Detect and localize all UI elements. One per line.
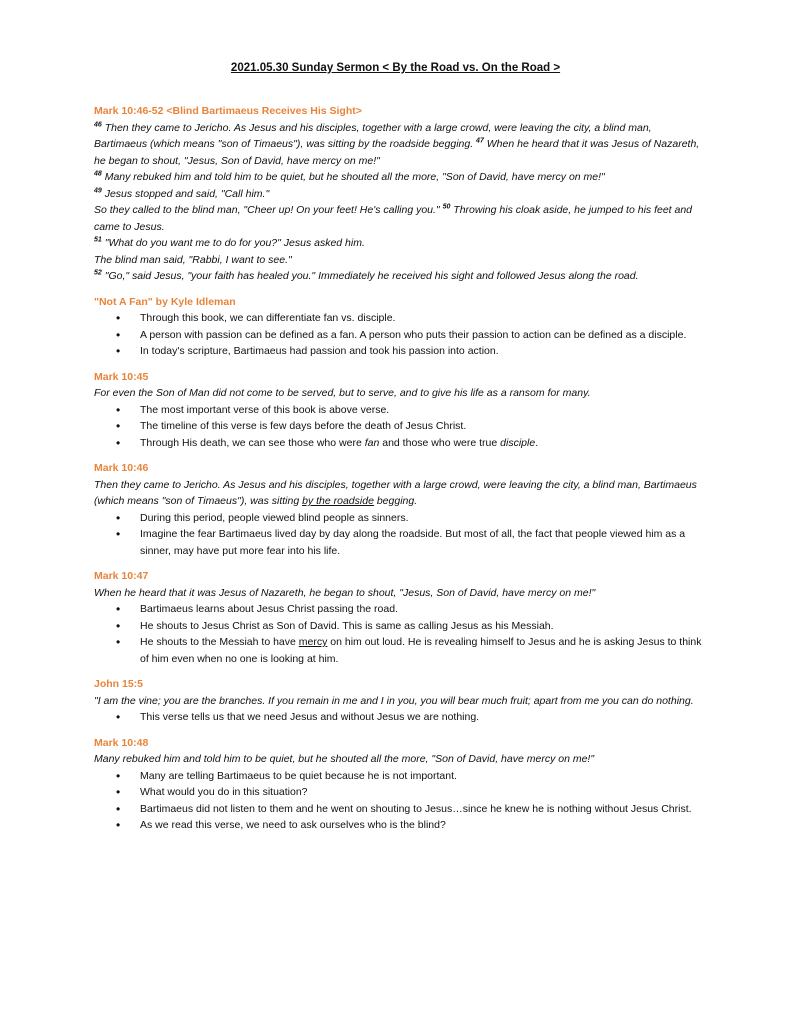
verse-text: When he heard that it was Jesus of Nazareth, he began to shout, "Jesus, Son of David, have mercy on me!" (94, 138, 700, 167)
emphasis: disciple (500, 436, 536, 449)
list-item: • What would you do in this situation? (140, 784, 706, 801)
list-item: • This verse tells us that we need Jesus and without Jesus we are nothing. (140, 709, 706, 726)
emphasis: fan (364, 436, 380, 449)
sermon-content (94, 103, 706, 843)
section-mark-10-47 (94, 568, 706, 667)
list-item: • Many are telling Bartimaeus to be quiet because he is not important. (140, 768, 706, 785)
list-item: • As we read this verse, we need to ask ourselves who is the blind? (140, 817, 706, 834)
section-heading: Mark 10:47 (94, 570, 149, 582)
bullet-list (94, 510, 706, 560)
bullet-list (94, 402, 706, 452)
section-john-15-5 (94, 676, 706, 726)
verse-number: 49 (94, 187, 102, 194)
bullet-list (94, 768, 706, 834)
section-heading: Mark 10:46-52 <Blind Bartimaeus Receives His Sight> (94, 105, 362, 117)
list-item: • He shouts to Jesus Christ as Son of David. This is same as calling Jesus as his Messiah. (140, 618, 706, 635)
verse-text: So they called to the blind man, "Cheer up! On your feet! He's calling you." (94, 204, 443, 216)
scripture-passage: When he heard that it was Jesus of Nazareth, he began to shout, "Jesus, Son of David, have mercy on me!" (94, 586, 596, 599)
scripture-passage (94, 120, 706, 285)
section-heading: Mark 10:45 (94, 370, 149, 383)
scripture-passage (94, 477, 706, 510)
verse-text: "What do you want me to do for you?" Jesus asked him. (101, 237, 365, 249)
list-item: • Through this book, we can differentiate fan vs. disciple. (140, 310, 706, 327)
verse-text: The blind man said, "Rabbi, I want to see." (94, 253, 292, 266)
list-item (140, 634, 706, 667)
text-run: and those who were true (379, 436, 501, 449)
verse-text: Many rebuked him and told him to be quiet, but he shouted all the more, "Son of David, have mercy on me!" (101, 171, 605, 183)
scripture-passage: For even the Son of Man did not come to be served, but to serve, and to give his life as a ransom for many. (94, 387, 591, 399)
list-item: • The timeline of this verse is few days before the death of Jesus Christ. (140, 418, 706, 435)
list-item: • A person with passion can be defined as a fan. A person who puts their passion to action can be defined as a disciple. (140, 327, 706, 344)
underlined-phrase: by the roadside (302, 495, 374, 507)
text-run: . (535, 436, 539, 449)
section-heading: "Not A Fan" by Kyle Idleman (94, 295, 236, 308)
underlined-phrase: mercy (298, 636, 328, 648)
verse-text: "Go," said Jesus, "your faith has healed you." Immediately he received his sight and followed Jesus along the road. (101, 270, 639, 282)
scripture-passage: "I am the vine; you are the branches. If you remain in me and I in you, you will bear much fruit; apart from me you can do nothing. (94, 694, 694, 707)
verse-text: Jesus stopped and said, "Call him." (101, 187, 270, 200)
bullet-list (94, 601, 706, 667)
verse-text: Then they came to Jericho. As Jesus and his disciples, together with a large crowd, were leaving the city, a blind man, Bartimaeus (which means "son of Timaeus"), was sitting by the roadside begging. (94, 121, 652, 150)
text-run: He shouts to the Messiah to have (140, 636, 299, 648)
verse-number: 46 (94, 121, 102, 128)
list-item: • Bartimaeus learns about Jesus Christ passing the road. (140, 601, 706, 618)
verse-number: 50 (442, 203, 451, 211)
section-mark-10-46 (94, 460, 706, 559)
list-item (140, 435, 706, 452)
text-run: begging. (373, 495, 418, 507)
section-mark-10-45 (94, 369, 706, 452)
verse-number: 48 (94, 170, 102, 178)
list-item: • Imagine the fear Bartimaeus lived day by day along the roadside. But most of all, the fact that people viewed him as a sinner, may have put more fear into his life. (140, 526, 706, 559)
list-item: • In today's scripture, Bartimaeus had passion and took his passion into action. (140, 343, 706, 360)
list-item: • During this period, people viewed blind people as sinners. (140, 510, 706, 527)
verse-number: 51 (94, 236, 102, 244)
section-mark-10-46-52 (94, 103, 706, 285)
verse-text: Throwing his cloak aside, he jumped to his feet and came to Jesus. (94, 204, 693, 233)
text-run: Then they came to Jericho. As Jesus and his disciples, together with a large crowd, were leaving the city, a blind man, Bartimaeus (which means "son of Timaeus"), was sitting (94, 478, 697, 507)
verse-number: 47 (476, 137, 484, 145)
scripture-passage: Many rebuked him and told him to be quiet, but he shouted all the more, "Son of David, have mercy on me!" (94, 753, 595, 765)
text-run: on him out loud. He is revealing himself to Jesus and he is asking Jesus to think of him even when no one is looking at him. (140, 636, 702, 665)
section-heading: Mark 10:46 (94, 462, 149, 474)
section-heading: Mark 10:48 (94, 736, 149, 749)
verse-number: 52 (94, 269, 102, 277)
section-not-a-fan (94, 294, 706, 360)
section-heading: John 15:5 (94, 678, 144, 690)
text-run: Through His death, we can see those who were (140, 436, 365, 449)
section-mark-10-48 (94, 735, 706, 834)
list-item: • The most important verse of this book is above verse. (140, 402, 706, 419)
bullet-list (94, 310, 706, 360)
page-title: 2021.05.30 Sunday Sermon < By the Road vs. On the Road > (230, 62, 561, 74)
bullet-list (94, 709, 706, 726)
list-item: • Bartimaeus did not listen to them and he went on shouting to Jesus…since he knew he is nothing without Jesus Christ. (140, 801, 706, 818)
